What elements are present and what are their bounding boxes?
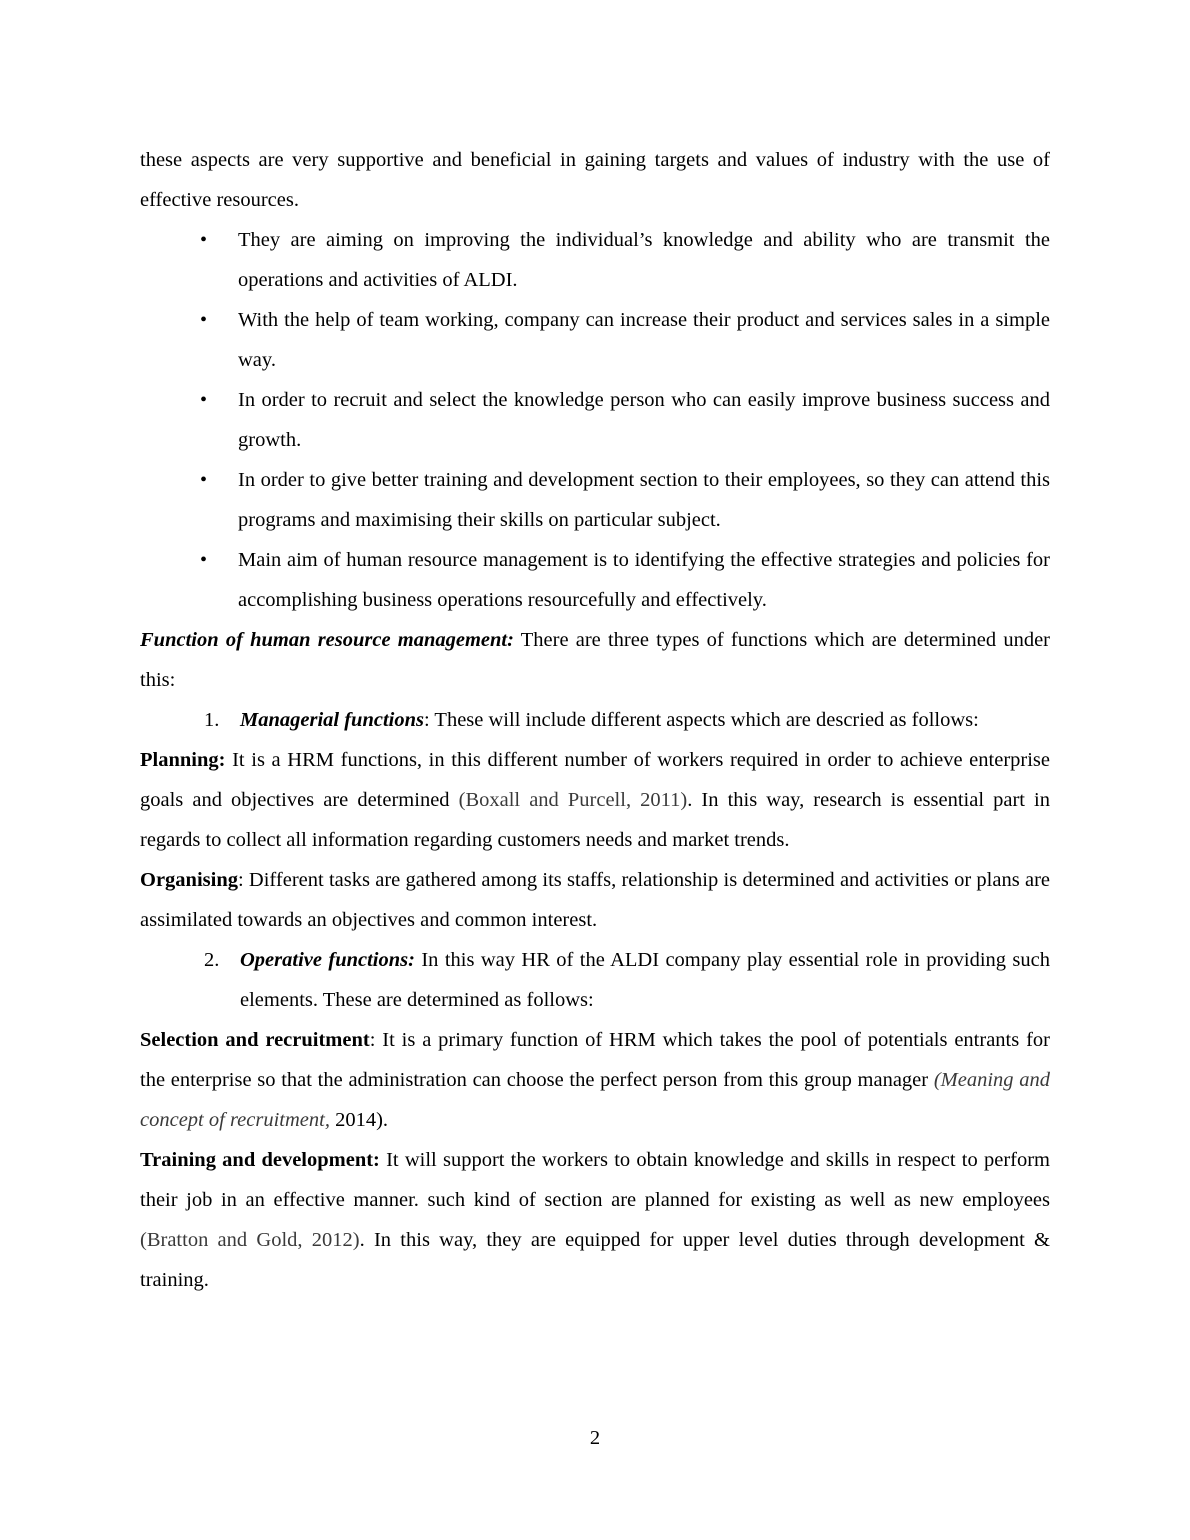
- training-heading: Training and development:: [140, 1149, 380, 1171]
- operative-functions-heading: Operative functions:: [240, 949, 415, 971]
- benefits-bullet-list: [140, 220, 1050, 620]
- managerial-functions-text: : These will include different aspects which are descried as follows:: [423, 709, 979, 731]
- training-text-2: . In this way, they are equipped for upper level duties through development & training.: [140, 1229, 1050, 1291]
- organising-text: : Different tasks are gathered among its staffs, relationship is determined and activities or plans are assimilated towards an objectives and common interest.: [140, 869, 1050, 931]
- list-marker: 2.: [204, 949, 220, 971]
- page-number: 2: [589, 1427, 601, 1449]
- selection-text-2: 2014).: [329, 1109, 389, 1131]
- selection-heading: Selection and recruitment: [140, 1029, 370, 1051]
- function-of-hrm-paragraph: [140, 620, 1050, 700]
- organising-paragraph: [140, 860, 1050, 940]
- list-item: [204, 700, 1050, 740]
- list-item: • In order to give better training and development section to their employees, so they can attend this programs and maximising their skills on particular subject.: [200, 460, 1050, 540]
- function-body: There are three types of functions which are determined under this:: [140, 629, 1050, 691]
- training-development-paragraph: [140, 1140, 1050, 1300]
- organising-heading: Organising: [140, 869, 238, 891]
- list-item: • They are aiming on improving the individual’s knowledge and ability who are transmit the operations and activities of ALDI.: [200, 220, 1050, 300]
- selection-recruitment-paragraph: [140, 1020, 1050, 1140]
- operative-functions-text: In this way HR of the ALDI company play essential role in providing such elements. These are determined as follows:: [240, 949, 1050, 1011]
- planning-citation: (Boxall and Purcell, 2011): [458, 789, 688, 811]
- operative-functions-list: [140, 940, 1050, 1020]
- planning-heading: Planning:: [140, 749, 226, 771]
- selection-citation: (Meaning and concept of recruitment,: [140, 1069, 1050, 1131]
- list-item: • Main aim of human resource management is to identifying the effective strategies and policies for accomplishing business operations resourcefully and effectively.: [200, 540, 1050, 620]
- managerial-functions-heading: Managerial functions: [240, 709, 424, 731]
- planning-text-1: It is a HRM functions, in this different number of workers required in order to achieve enterprise goals and objectives are determined: [140, 749, 1050, 811]
- list-item: • With the help of team working, company can increase their product and services sales in a simple way.: [200, 300, 1050, 380]
- training-text-1: It will support the workers to obtain knowledge and skills in respect to perform their job in an effective manner. such kind of section are planned for existing as well as new employees: [140, 1149, 1050, 1211]
- list-item: • In order to recruit and select the knowledge person who can easily improve business success and growth.: [200, 380, 1050, 460]
- managerial-functions-list: [140, 700, 1050, 740]
- function-heading: Function of human resource management:: [140, 629, 514, 651]
- planning-text-2: . In this way, research is essential part in regards to collect all information regarding customers needs and market trends.: [140, 789, 1050, 851]
- training-citation: (Bratton and Gold, 2012): [140, 1229, 360, 1251]
- list-item: [204, 940, 1050, 1020]
- planning-paragraph: [140, 740, 1050, 860]
- list-marker: 1.: [204, 709, 220, 731]
- selection-text-1: : It is a primary function of HRM which takes the pool of potentials entrants for the enterprise so that the administration can choose the perfect person from this group manager: [140, 1029, 1050, 1091]
- intro-paragraph: these aspects are very supportive and beneficial in gaining targets and values of industry with the use of effective resources.: [140, 149, 1050, 211]
